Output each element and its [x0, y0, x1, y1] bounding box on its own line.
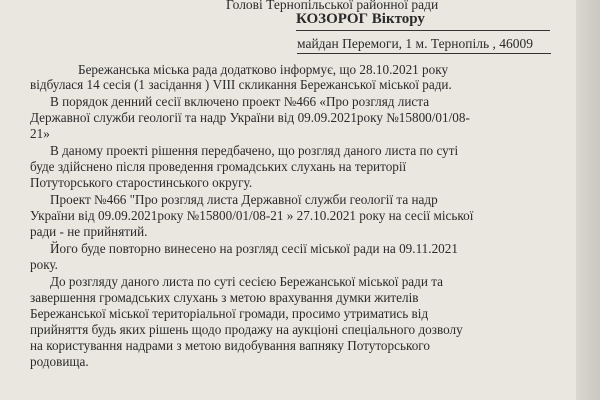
recipient-address-underline: [297, 53, 551, 54]
body-line: відбулася 14 сесія (1 засідання ) VIII скликання Бережанської міської ради.: [30, 77, 452, 92]
body-line: В даному проекті рішення передбачено, що розгляд даного листа по суті: [50, 143, 459, 158]
body-line: 21»: [30, 126, 50, 141]
body-line: на користування надрами з метою видобування вапняку Потуторського: [30, 338, 430, 353]
recipient-name: КОЗОРОГ Віктору: [296, 11, 425, 27]
body-line: завершення громадських слухань з метою врахування думки жителів: [30, 290, 419, 305]
recipient-title: Голові Тернопільської районної ради: [226, 0, 439, 12]
body-line: В порядок денний сесії включено проект №466 «Про розгляд листа: [50, 94, 430, 109]
body-line: ради - не прийнятий.: [30, 224, 148, 239]
recipient-name-underline: [296, 30, 550, 31]
body-line: буде здійснено після проведення громадських слухань на території: [30, 159, 407, 174]
body-line: Державної служби геології та надр України від 09.09.2021року №15800/01/08-: [30, 110, 470, 125]
body-line: До розгляду даного листа по суті сесією Бережанської міської ради та: [50, 274, 443, 289]
body-line: Бережанська міська рада додатково інформує, що 28.10.2021 року: [78, 62, 449, 77]
body-line: України від 09.09.2021року №15800/01/08-21 » 27.10.2021 року на сесії міської: [30, 208, 474, 223]
body-line: Його буде повторно винесено на розгляд сесії міської ради на 09.11.2021: [50, 241, 458, 256]
body-line: Проект №466 "Про розгляд листа Державної служби геології та надр: [50, 192, 438, 207]
paper-edge-shadow: [576, 0, 600, 400]
body-line: родовища.: [30, 354, 89, 369]
body-line: Потуторського старостинського округу.: [30, 175, 253, 190]
recipient-address: майдан Перемоги, 1 м. Тернопіль , 46009: [297, 36, 534, 51]
body-line: прийняття будь яких рішень щодо продажу на аукціоні спеціального дозволу: [30, 322, 463, 337]
body-line: року.: [30, 257, 58, 272]
body-line: Бережанської міської територіальної громади, просимо утриматись від: [30, 306, 429, 321]
